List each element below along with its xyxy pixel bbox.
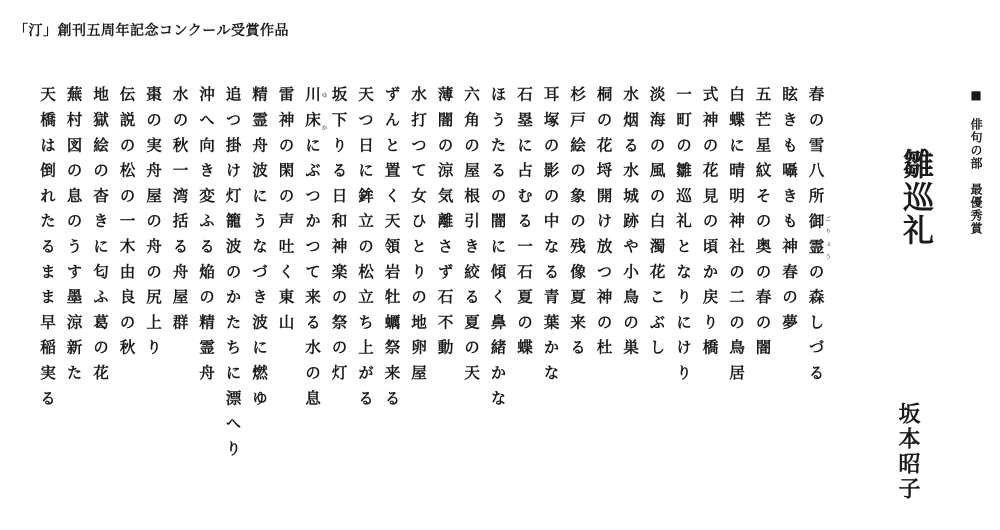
haiku-text: 坂下りる日和神楽の祭の灯 (329, 86, 349, 390)
haiku-ruby (303, 86, 328, 137)
haiku-text: 追つ掛け灯籠波のかたちに漂へり (223, 86, 243, 466)
haiku-line (172, 86, 188, 516)
haiku-line (596, 86, 612, 516)
haiku-line (649, 86, 665, 516)
haiku-text: 一町の雛巡礼となりにけり (674, 86, 694, 390)
ruby-reading: ゆか (320, 86, 328, 137)
haiku-text: 式神の花見の頃か戻り橋 (700, 86, 720, 365)
haiku-text: 蕪村図の息のうす墨涼新た (64, 86, 84, 390)
haiku-line (199, 86, 215, 516)
haiku-text: 杉戸絵の象の残像夏来る (568, 86, 588, 365)
haiku-text: 五芒星紋その奥の春の闇 (753, 86, 773, 365)
haiku-line (40, 86, 56, 516)
haiku-text: 六角の屋根引き絞る夏の天 (462, 86, 482, 390)
haiku-line (702, 86, 718, 516)
haiku-line (358, 86, 374, 516)
haiku-text: 水烟る水城跡や小鳥の巣 (621, 86, 641, 365)
haiku-line (517, 86, 533, 516)
haiku-text: 石塁に占むる一石夏の蝶 (515, 86, 535, 365)
haiku-text: 棗の実舟屋の舟の尻上り (144, 86, 164, 365)
page-heading: 「汀」創刊五周年記念コンクール受賞作品 (14, 23, 289, 39)
haiku-line (808, 86, 830, 516)
haiku-text: ほうたるの闇に傾く鼻緒かな (488, 86, 508, 415)
haiku-text: 伝説の松の一木由良の秋 (117, 86, 137, 365)
haiku-line (331, 86, 347, 516)
haiku-text: 天つ日に鉾立の松立ち上がる (356, 86, 376, 415)
haiku-line (782, 86, 798, 516)
haiku-line (252, 86, 268, 516)
haiku-text: 眩きも囁きも神春の夢 (780, 86, 800, 339)
haiku-text: 地獄絵の杳きに匂ふ葛の花 (91, 86, 111, 390)
haiku-line (411, 86, 427, 516)
haiku-text: の森しづる (806, 263, 826, 390)
haiku-line (490, 86, 506, 516)
haiku-text: 薄闇の涼気離さず石不動 (435, 86, 455, 365)
haiku-line (225, 86, 241, 516)
haiku-text: 淡海の風の白濁花こぶし (647, 86, 667, 365)
award-section-label: ■ 俳句の部 最優秀賞 (969, 88, 983, 235)
ruby-reading: ごりょう (823, 212, 831, 264)
haiku-line (676, 86, 692, 516)
ruby-base: 川床 (303, 86, 323, 137)
haiku-text: にぶつかつて来る水の息 (303, 136, 323, 415)
haiku-ruby (806, 212, 831, 264)
haiku-text: 水の秋一湾括る舟屋群 (170, 86, 190, 339)
haiku-text: ずんと置く天領岩牡蠣祭来る (382, 86, 402, 415)
haiku-line (464, 86, 480, 516)
work-title: 雛巡礼 (897, 148, 933, 247)
haiku-text: 雷神の閑の声吐く東山 (276, 86, 296, 339)
haiku-line (66, 86, 82, 516)
haiku-text: 桐の花埒開け放つ神の杜 (594, 86, 614, 365)
haiku-line (437, 86, 453, 516)
haiku-line (543, 86, 559, 516)
haiku-line (119, 86, 135, 516)
haiku-line (93, 86, 109, 516)
haiku-line (755, 86, 771, 516)
haiku-line (305, 86, 327, 516)
haiku-text: 耳塚の影の中なる青葉かな (541, 86, 561, 390)
haiku-line (146, 86, 162, 516)
haiku-line (729, 86, 745, 516)
haiku-text: 白蝶に晴明神社の二の鳥居 (727, 86, 747, 390)
haiku-text: 天橋は倒れたるまま早稲実る (38, 86, 58, 415)
haiku-text: 沖へ向き変ふる焔の精霊舟 (197, 86, 217, 390)
author-name: 坂本昭子 (895, 402, 921, 502)
ruby-base: 御霊 (806, 212, 826, 264)
haiku-text: 春の雪八所 (806, 86, 826, 213)
haiku-line (384, 86, 400, 516)
haiku-line (623, 86, 639, 516)
haiku-text: 精霊舟波にうなづき波に燃ゆ (250, 86, 270, 415)
haiku-line (570, 86, 586, 516)
haiku-line (278, 86, 294, 516)
haiku-text: 水打つて女ひとりの地卵屋 (409, 86, 429, 390)
